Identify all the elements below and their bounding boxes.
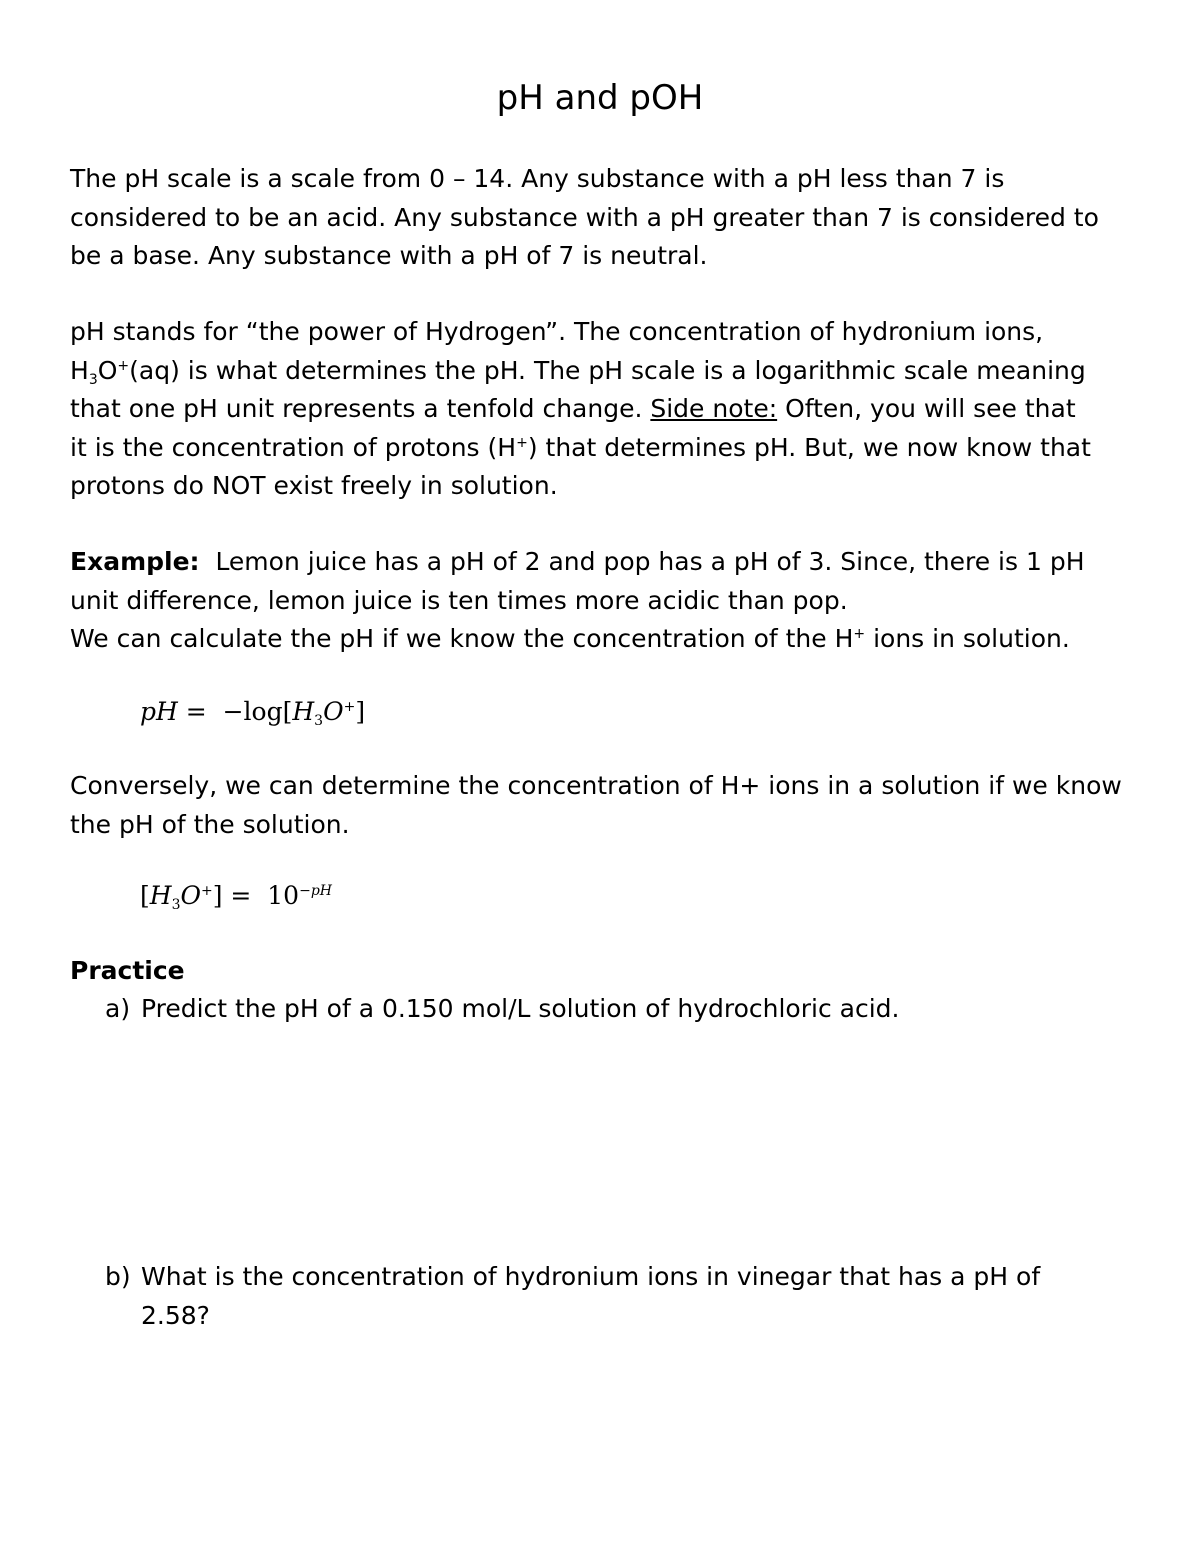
formula-subscript: 3 — [171, 897, 181, 913]
intro-line: The pH scale is a scale from 0 – 14. Any substance with a pH less than 7 is — [70, 164, 1005, 193]
side-note-label: Side note: — [650, 394, 778, 423]
example-label: Example: — [70, 547, 200, 576]
formula-o: O — [180, 881, 201, 910]
converse-line: Conversely, we can determine the concentration of H+ ions in a solution if we know — [70, 771, 1122, 800]
formula-eq: = −log[ — [177, 697, 293, 726]
formula-close: ] — [355, 697, 366, 726]
practice-question-b — [105, 1258, 1105, 1335]
definition-line: it is the concentration of protons (H — [70, 432, 517, 462]
intro-line: considered to be an acid. Any substance with a pH greater than 7 is considered to — [70, 202, 1099, 232]
example-line: unit difference, lemon juice is ten times more acidic than pop. — [70, 585, 848, 615]
concentration-formula — [140, 878, 332, 914]
definition-paragraph — [70, 313, 1140, 506]
example-line: Lemon juice has a pH of 2 and pop has a pH of 3. Since, there is 1 pH — [199, 547, 1085, 576]
formula-superscript: + — [343, 699, 356, 715]
definition-line: (aq) is what determines the pH. The pH scale is a logarithmic scale meaning — [129, 355, 1086, 385]
formula-exponent: −pH — [299, 883, 332, 899]
formula-ph: pH — [140, 697, 178, 726]
question-text: What is the concentration of hydronium ions in vinegar that has a pH of — [141, 1262, 1041, 1291]
formula-h: H — [149, 881, 172, 910]
hydronium-h: H — [70, 355, 89, 385]
practice-question-a — [105, 990, 1105, 1029]
formula-mid: ] = 10 — [212, 881, 300, 910]
formula-subscript: 3 — [314, 713, 324, 729]
hydronium-subscript: 3 — [88, 371, 98, 388]
ph-formula — [140, 694, 365, 730]
definition-line: protons do NOT exist freely in solution. — [70, 471, 558, 500]
hydronium-o: O — [97, 355, 118, 385]
formula-superscript: + — [201, 883, 213, 899]
page-title: pH and pOH — [496, 78, 704, 118]
formula-o: O — [323, 697, 344, 726]
formula-h: H — [292, 697, 315, 726]
hydronium-superscript: + — [117, 357, 130, 374]
question-text-continued: 2.58? — [141, 1300, 210, 1330]
intro-paragraph — [70, 160, 1140, 276]
practice-heading: Practice — [70, 956, 185, 985]
definition-line: ) that determines pH. But, we now know that — [527, 432, 1091, 462]
converse-paragraph — [70, 767, 1140, 844]
example-line: We can calculate the pH if we know the concentration of the H — [70, 624, 854, 653]
converse-line: the pH of the solution. — [70, 809, 350, 839]
example-line: ions in solution. — [865, 624, 1070, 653]
formula-open: [ — [140, 881, 150, 910]
question-letter: a) — [105, 994, 131, 1023]
definition-line: Often, you will see that — [777, 394, 1076, 423]
definition-line: pH stands for “the power of Hydrogen”. The concentration of hydronium ions, — [70, 317, 1044, 346]
question-text: Predict the pH of a 0.150 mol/L solution of hydrochloric acid. — [141, 994, 900, 1023]
proton-superscript: + — [516, 434, 528, 451]
intro-line: be a base. Any substance with a pH of 7 is neutral. — [70, 241, 708, 270]
h-ion-superscript: + — [853, 626, 866, 642]
example-paragraph — [70, 543, 1140, 659]
question-letter: b) — [105, 1262, 131, 1291]
definition-line: that one pH unit represents a tenfold change. — [70, 394, 651, 423]
